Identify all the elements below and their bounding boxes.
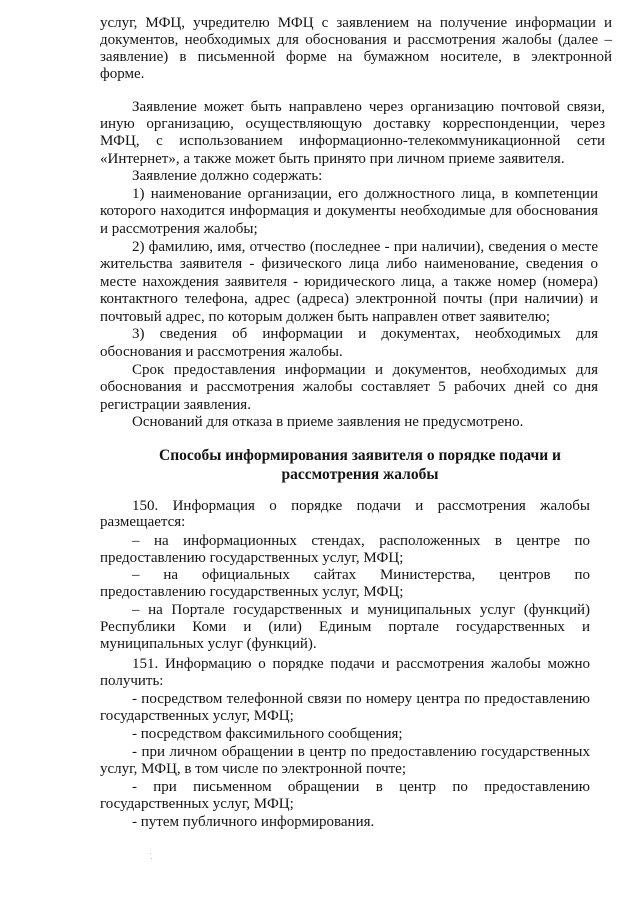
scan-speck xyxy=(150,853,151,854)
bullet-item-line: муниципальных услуг (функций). xyxy=(100,636,317,652)
list-item-line: 1) наименование организации, его должностного лица, в компетенции xyxy=(132,186,598,202)
text-line: обоснования и рассмотрения жалобы составляет 5 рабочих дней со дня xyxy=(100,379,598,395)
text-line: документов, необходимых для обоснования и рассмотрения жалобы (далее – xyxy=(100,32,612,48)
text-line: Оснований для отказа в приеме заявления не предусмотрено. xyxy=(132,414,524,430)
list-item-line: месте нахождения заявителя - юридического лица, а также номер (номера) xyxy=(100,274,598,290)
text-line: Заявление может быть направлено через организацию почтовой связи, xyxy=(132,99,605,115)
bullet-item-line: – на информационных стендах, расположенных в центре по xyxy=(132,533,590,549)
text-line: услуг, МФЦ, учредителю МФЦ с заявлением на получение информации и xyxy=(100,15,612,31)
text-line: МФЦ, с использованием информационно-телекоммуникационной сети xyxy=(100,133,605,149)
list-item-line: обоснования и рассмотрения жалобы. xyxy=(100,344,343,360)
list-item-line: контактного телефона, адрес (адреса) электронной почты (при наличии) и xyxy=(100,291,598,307)
scan-speck xyxy=(151,858,152,859)
bullet-item-line: предоставлению государственных услуг, МФЦ; xyxy=(100,550,404,566)
text-line: размещается: xyxy=(100,514,186,530)
list-item-line: 3) сведения об информации и документах, необходимых для xyxy=(132,326,598,342)
text-line: регистрации заявления. xyxy=(100,397,251,413)
text-line: Заявление должно содержать: xyxy=(132,168,323,184)
text-line: иную организацию, осуществляющую доставку корреспонденции, через xyxy=(100,116,605,132)
dash-item-line: - при личном обращении в центр по предоставлению государственных xyxy=(132,744,590,760)
text-line: получить: xyxy=(100,673,164,689)
text-line: «Интернет», а также может быть принято при личном приеме заявителя. xyxy=(100,151,565,167)
dash-item-line: - путем публичного информирования. xyxy=(132,814,375,830)
dash-item-line: государственных услуг, МФЦ; xyxy=(100,708,294,724)
list-item-line: 2) фамилию, имя, отчество (последнее - при наличии), сведения о месте xyxy=(132,239,598,255)
dash-item-line: государственных услуг, МФЦ; xyxy=(100,796,294,812)
dash-item-line: - посредством телефонной связи по номеру центра по предоставлению xyxy=(132,691,590,707)
bullet-item-line: – на официальных сайтах Министерства, центров по xyxy=(132,567,590,583)
list-item-line: жительства заявителя - физического лица либо наименование, сведения о xyxy=(100,256,598,272)
dash-item-line: услуг, МФЦ, в том числе по электронной почте; xyxy=(100,761,407,777)
bullet-item-line: предоставлению государственных услуг, МФЦ; xyxy=(100,584,404,600)
section-heading: рассмотрения жалобы xyxy=(281,466,439,483)
dash-item-line: - при письменном обращении в центр по предоставлению xyxy=(132,779,590,795)
bullet-item-line: – на Портале государственных и муниципальных услуг (функций) xyxy=(132,602,590,618)
section-heading: Способы информирования заявителя о порядке подачи и xyxy=(159,447,561,464)
text-line: заявление) в письменной форме на бумажном носителе, в электронной xyxy=(100,49,612,65)
text-line: 151. Информацию о порядке подачи и рассмотрения жалобы можно xyxy=(132,656,590,672)
dash-item-line: - посредством факсимильного сообщения; xyxy=(132,726,403,742)
list-item-line: которого находится информация и документы необходимые для обоснования xyxy=(100,203,598,219)
text-line: 150. Информация о порядке подачи и рассмотрения жалобы xyxy=(132,498,590,514)
list-item-line: почтовый адрес, по которым должен быть направлен ответ заявителю; xyxy=(100,309,551,325)
text-line: форме. xyxy=(100,66,145,82)
text-line: Срок предоставления информации и документов, необходимых для xyxy=(132,362,598,378)
bullet-item-line: Республики Коми и (или) Единым портале государственных и xyxy=(100,619,590,635)
list-item-line: и рассмотрения жалобы; xyxy=(100,221,258,237)
